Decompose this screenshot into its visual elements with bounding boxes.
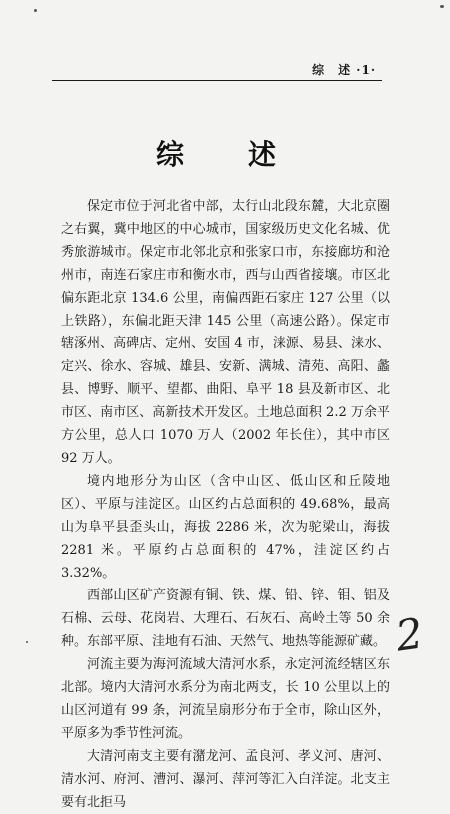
scan-speck (440, 5, 444, 8)
scan-speck (34, 9, 37, 12)
handwritten-page-mark: 2 (392, 608, 427, 661)
paragraph: 保定市位于河北省中部，太行山北段东麓，大北京圈之右翼，冀中地区的中心城市，国家级历史文化名城、优秀旅游城市。保定市北邻北京和张家口市，东接廊坊和沧州市，南连石家庄市和衡水市，西与山西省接壤。市区北偏东距北京 134.6 公里，南偏西距石家庄 127 公里（以上铁路），东偏北距天津 145 公里（高速公路）。保定市辖涿州、高碑店、定州、安国 4 市，涞源、易县、涞水、定兴、徐水、容城、雄县、安新、满城、清苑、高阳、蠡县、博野、顺平、望都、曲阳、阜平 18 县及新市区、北市区、南市区、高新技术开发区。土地总面积 2.2 万余平方公里，总人口 1070 万人（2002 年长住），其中市区 92 万人。 (61, 199, 390, 466)
paragraph: 境内地形分为山区（含中山区、低山区和丘陵地区）、平原与洼淀区。山区约占总面积的 49.68%，最高山为阜平县歪头山，海拔 2286 米，次为驼梁山，海拔 2281 米。平原约占总面积的 47%，洼淀区约占 3.32%。 (61, 473, 390, 581)
body-text (61, 196, 390, 814)
paragraph: 西部山区矿产资源有铜、铁、煤、铅、锌、钼、铝及石棉、云母、花岗岩、大理石、石灰石、高岭土等 50 余种。东部平原、洼地有石油、天然气、地热等能源矿藏。 (61, 588, 390, 650)
paragraph: 河流主要为海河流域大清河水系，永定河流经辖区东北部。境内大清河水系分为南北两支，长 10 公里以上的山区河道有 99 条，河流呈扇形分布于全市，除山区外，平原多为季节性河流。 (61, 657, 390, 741)
page-header (52, 60, 382, 81)
chapter-title: 综 述 (155, 138, 294, 171)
paragraph: 大清河南支主要有潴龙河、孟良河、孝义河、唐河、清水河、府河、漕河、瀑河、萍河等汇入白洋淀。北支主要有北拒马 (61, 748, 390, 810)
scan-speck (26, 641, 28, 643)
running-head: 综 述 ·1· (312, 63, 376, 77)
